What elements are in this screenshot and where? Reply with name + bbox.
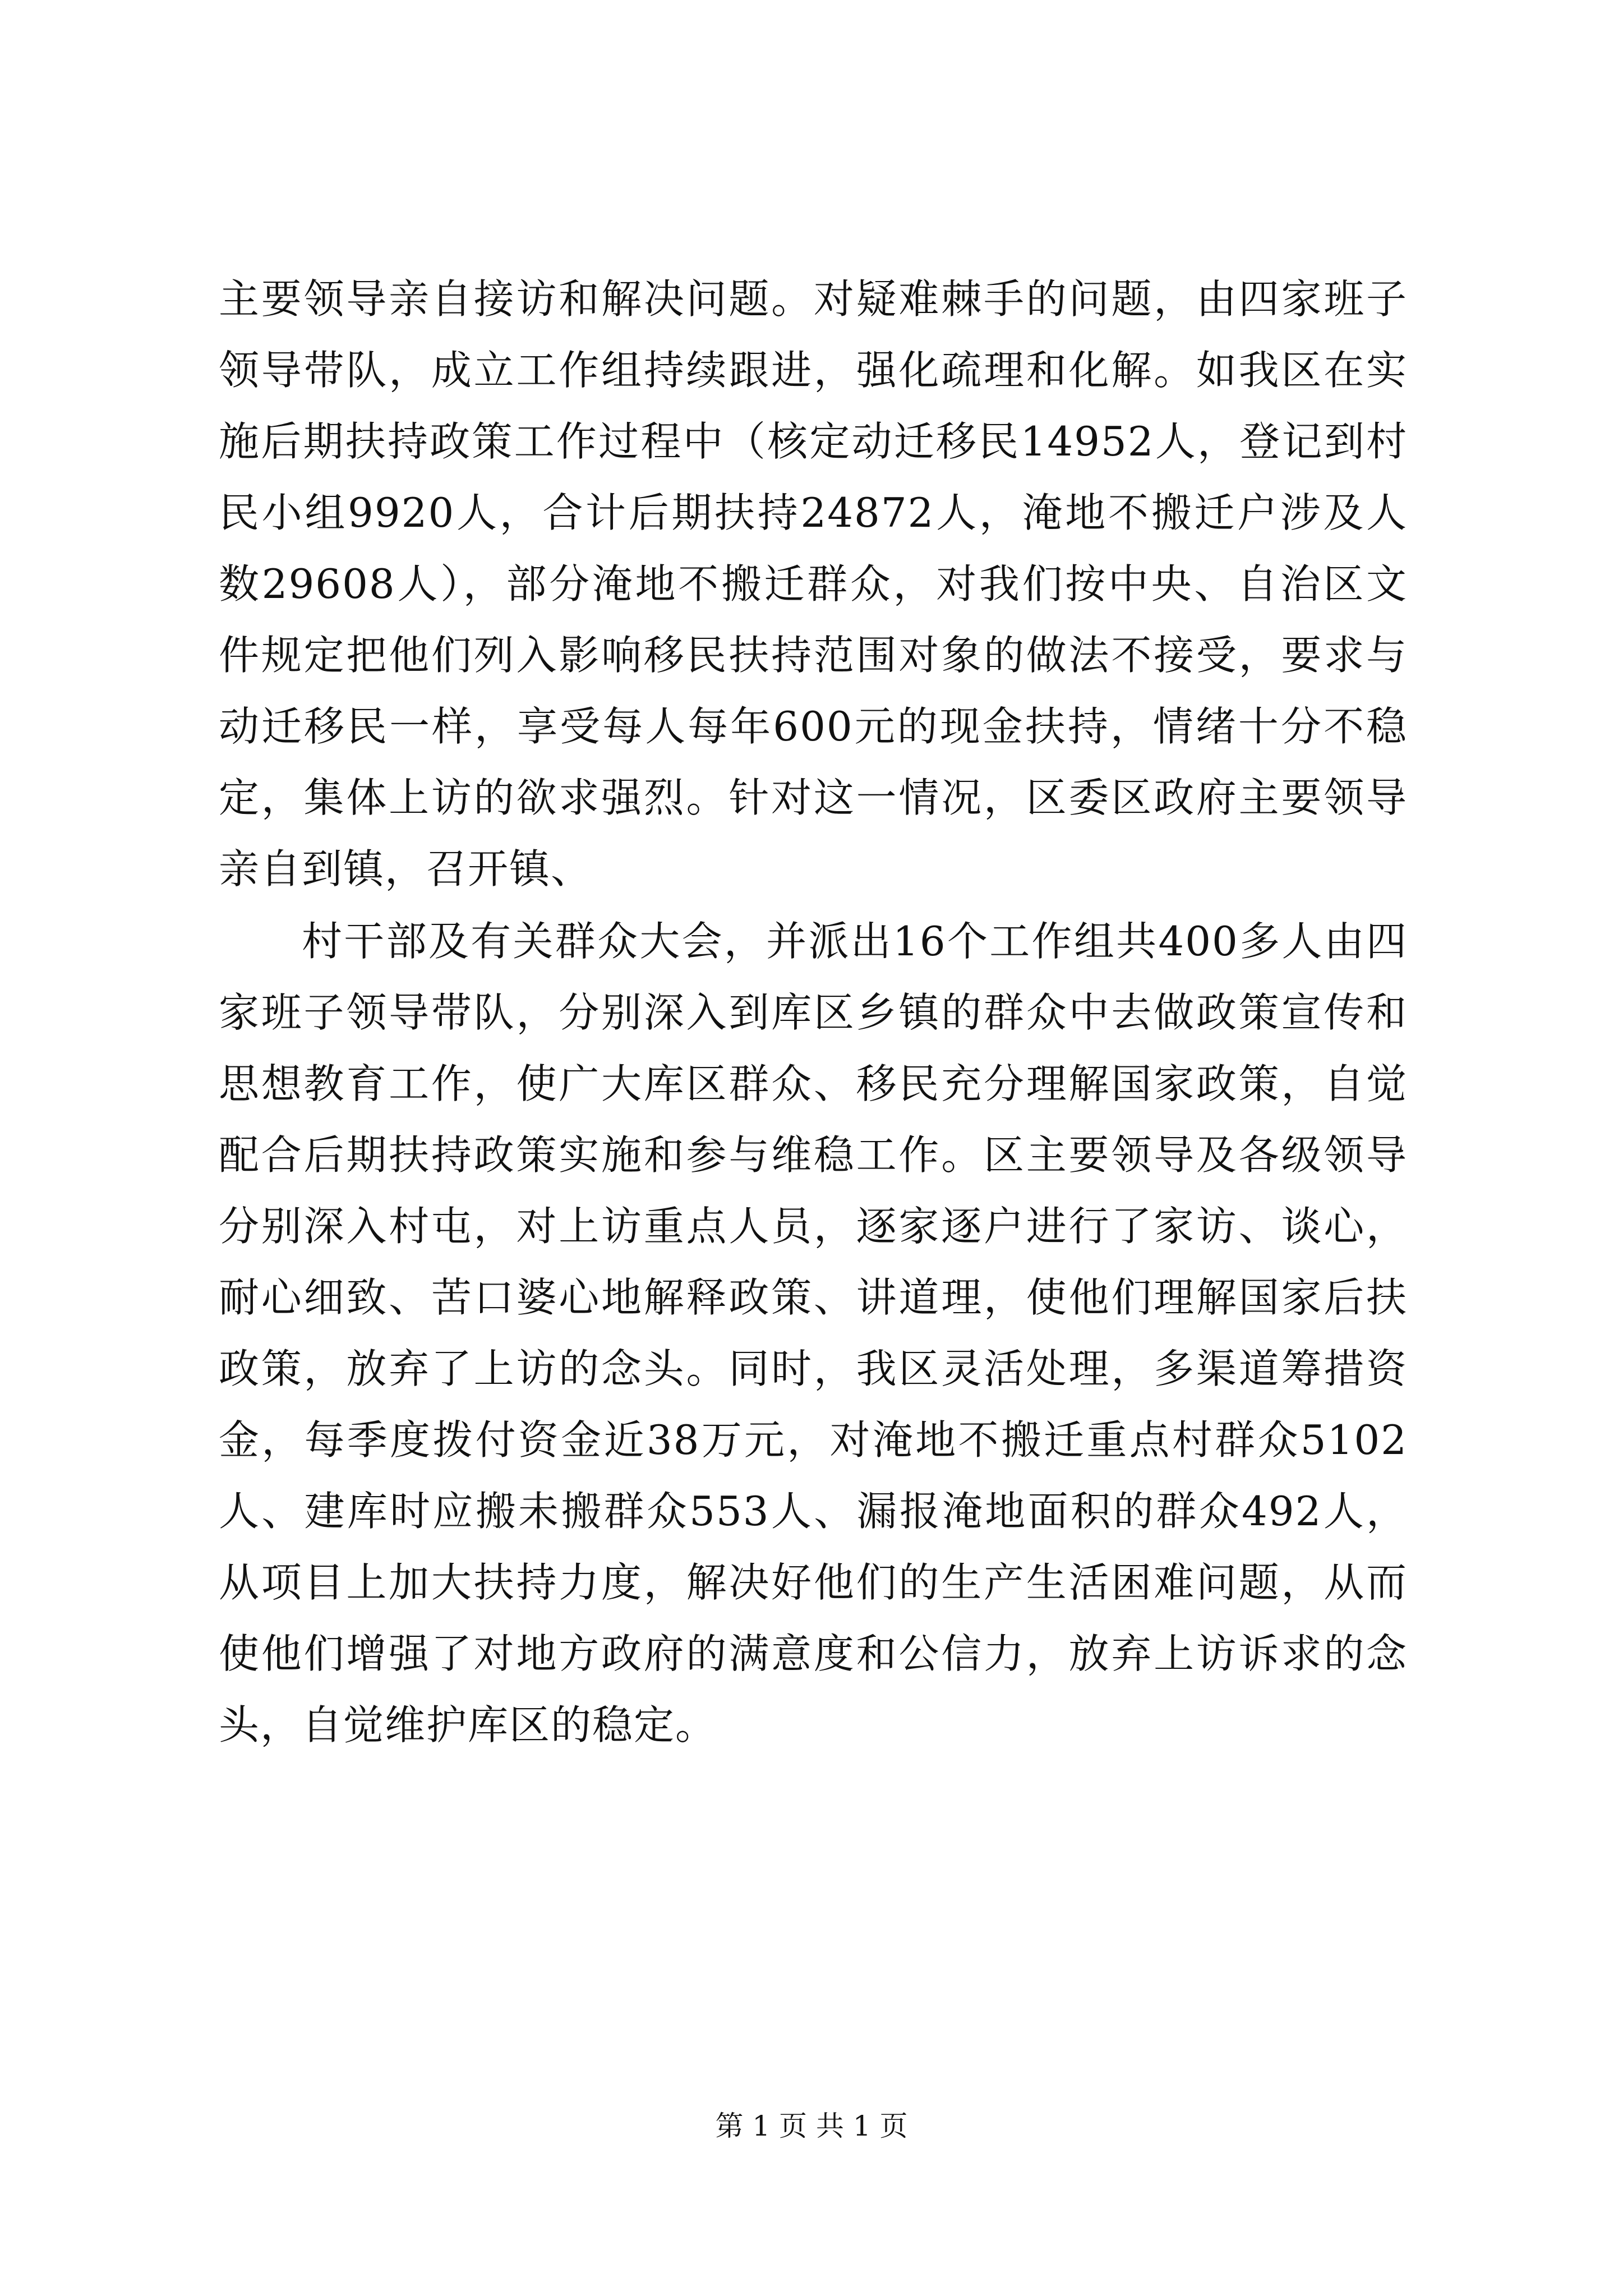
- body-paragraph-2: 村干部及有关群众大会，并派出16个工作组共400多人由四家班子领导带队，分别深入到库区乡镇的群众中去做政策宣传和思想教育工作，使广大库区群众、移民充分理解国家政策，自觉配合后期扶持政策实施和参与维稳工作。区主要领导及各级领导分别深入村屯，对上访重点人员，逐家逐户进行了家访、谈心，耐心细致、苦口婆心地解释政策、讲道理，使他们理解国家后扶政策，放弃了上访的念头。同时，我区灵活处理，多渠道筹措资金，每季度拨付资金近38万元，对淹地不搬迁重点村群众5102人、建库时应搬未搬群众553人、漏报淹地面积的群众492人，从项目上加大扶持力度，解决好他们的生产生活困难问题，从而使他们增强了对地方政府的满意度和公信力，放弃上访诉求的念头，自觉维护库区的稳定。: [219, 918, 1408, 1749]
- page-footer: 第 1 页 共 1 页: [715, 2110, 908, 2142]
- body-paragraph-1: 主要领导亲自接访和解决问题。对疑难棘手的问题，由四家班子领导带队，成立工作组持续跟进，强化疏理和化解。如我区在实施后期扶持政策工作过程中（核定动迁移民14952人，登记到村民小组9920人，合计后期扶持24872人，淹地不搬迁户涉及人数29608人），部分淹地不搬迁群众，对我们按中央、自治区文件规定把他们列入影响移民扶持范围对象的做法不接受，要求与动迁移民一样，享受每人每年600元的现金扶持，情绪十分不稳定，集体上访的欲求强烈。针对这一情况，区委区政府主要领导亲自到镇，召开镇、: [219, 275, 1408, 892]
